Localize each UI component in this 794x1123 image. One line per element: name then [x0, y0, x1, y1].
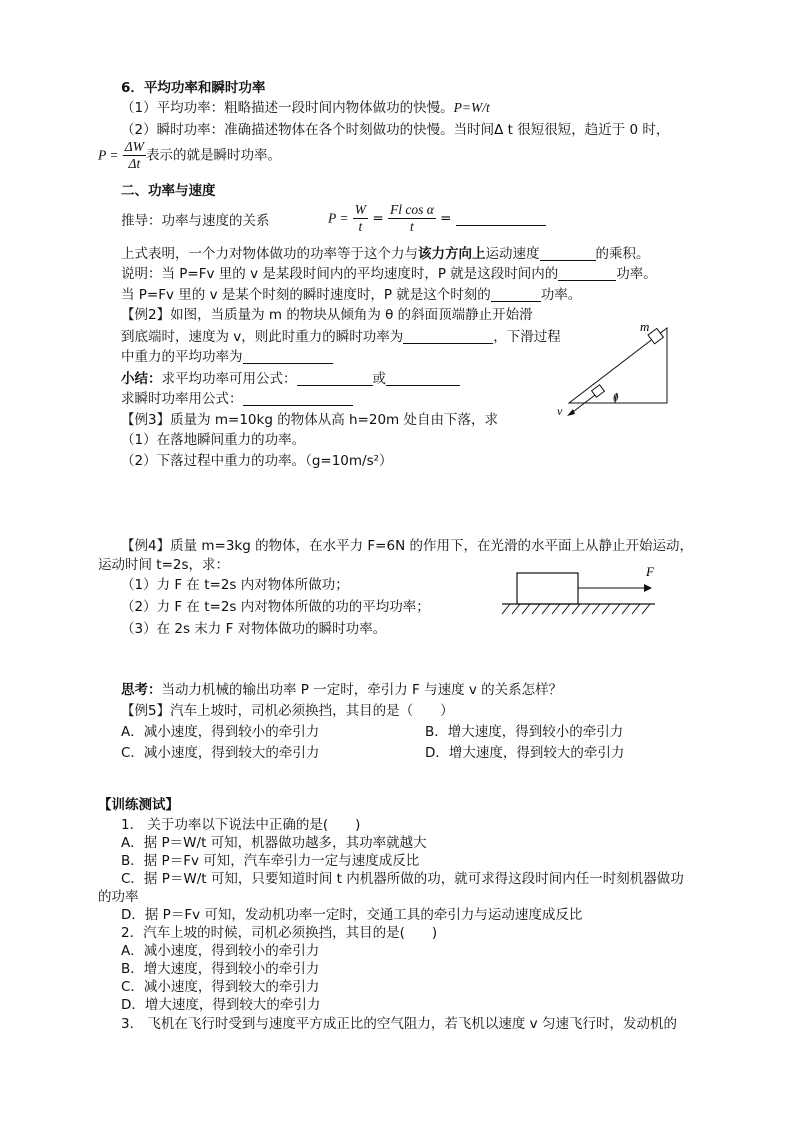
training-q2: 2．汽车上坡的时候，司机必须换挡，其目的是( ) — [121, 925, 438, 941]
avg-formula-blank-1[interactable] — [297, 371, 373, 386]
inst-power-desc: 表示的就是瞬时功率。 — [145, 147, 281, 164]
incline-diagram — [555, 315, 680, 427]
avg-velocity-note: 说明：当 P=Fv 里的 v 是某段时间内的平均速度时，P 就是这段时间内的 功率。 — [121, 266, 657, 282]
block — [517, 573, 578, 604]
example-4-q1: （1）力 F 在 t=2s 内对物体所做功； — [121, 577, 349, 593]
training-q2-option-c[interactable]: C．减小速度，得到较大的牵引力 — [121, 979, 320, 995]
inst-power-line: （2）瞬时功率：准确描述物体在各个时刻做功的快慢。当时间Δ t 很短很短，趋近于 0 时， — [121, 122, 670, 138]
gravity-inst-power-blank[interactable] — [403, 329, 493, 344]
power-velocity-formula: P = $\frac{W}{t}$ = $\frac{\text{Fl cos α}}{t}$ = — [328, 202, 546, 235]
section-2-title: 二、功率与速度 — [121, 183, 216, 199]
example-5-option-c[interactable]: C．减小速度，得到较大的牵引力 — [121, 745, 320, 761]
think-line: 思考：当动力机械的输出功率 P 一定时，牵引力 F 与速度 v 的关系怎样？ — [121, 682, 563, 698]
training-q1-option-b[interactable]: B．据 P＝Fv 可知，汽车牵引力一定与速度成反比 — [121, 853, 420, 869]
conclusion-line: 上式表明，一个力对物体做功的功率等于这个力与该力方向上运动速度 的乘积。 — [121, 246, 650, 262]
delta-w-over-delta-t: $\frac{\Delta W}{\Delta t}$ — [124, 139, 144, 171]
summary-line-1: 小结：求平均功率可用公式： 或 — [121, 370, 460, 388]
training-q1: 1． 关于功率以下说法中正确的是( ) — [121, 817, 361, 833]
velocity-blank[interactable] — [540, 246, 596, 261]
example-5-question: 【例5】汽车上坡时，司机必须换挡，其目的是（ ） — [121, 703, 454, 719]
derivation-label: 推导：功率与速度的关系 — [121, 213, 270, 229]
avg-power-blank[interactable] — [558, 266, 616, 281]
avg-power-text: （1）平均功率：粗略描述一段时间内物体做功的快慢。 — [121, 100, 454, 116]
ground-hatch — [502, 604, 650, 614]
training-q1-option-d[interactable]: D．据 P＝Fv 可知，发动机功率一定时，交通工具的牵引力与运动速度成反比 — [121, 907, 583, 923]
example-4-q3: （3）在 2s 末力 F 对物体做功的瞬时功率。 — [121, 621, 387, 637]
training-q3: 3． 飞机在飞行时受到与速度平方成正比的空气阻力，若飞机以速度 v 匀速飞行时，发动机的 — [121, 1016, 677, 1032]
example-5-option-a[interactable]: A．减小速度，得到较小的牵引力 — [121, 724, 320, 740]
avg-power-line — [121, 99, 490, 117]
training-q1-option-c[interactable]: C．据 P＝W/t 可知，只要知道时间 t 内机器所做的功，就可求得这段时间内任一时刻机器做功 — [121, 871, 684, 887]
example-4-line-1: 【例4】质量 m=3kg 的物体，在水平力 F=6N 的作用下，在光滑的水平面上从静止开始运动， — [121, 538, 693, 554]
inst-velocity-note: 当 P=Fv 里的 v 是某个时刻的瞬时速度时，P 就是这个时刻的 功率。 — [121, 287, 582, 303]
gravity-avg-power-blank[interactable] — [243, 349, 333, 364]
block-top — [648, 328, 663, 343]
example-4-line-2: 运动时间 t=2s，求： — [98, 557, 230, 573]
mass-label: m — [640, 319, 650, 334]
inst-formula-blank[interactable] — [243, 391, 353, 406]
inst-power-formula-line — [98, 139, 281, 172]
example-3-line-1: 【例3】质量为 m=10kg 的物体从高 h=20m 处自由下落，求 — [121, 412, 498, 428]
training-title: 【训练测试】 — [98, 797, 179, 813]
velocity-arrowhead — [567, 409, 575, 416]
block-force-diagram — [500, 562, 670, 618]
example-2-line-1: 【例2】如图，当质量为 m 的物块从倾角为 θ 的斜面顶端静止开始滑 — [121, 307, 533, 323]
example-2-line-2: 到底端时，速度为 v，则此时重力的瞬时功率为 ，下滑过程 — [121, 329, 561, 345]
velocity-label: v — [557, 404, 563, 418]
force-label: F — [646, 564, 654, 579]
force-arrowhead — [644, 584, 652, 592]
inst-power-blank[interactable] — [491, 287, 541, 302]
training-q2-option-a[interactable]: A．减小速度，得到较小的牵引力 — [121, 943, 320, 959]
avg-power-formula: P=W/t — [453, 100, 490, 115]
example-3-q2: （2）下落过程中重力的功率。（g=10m/s²） — [121, 453, 393, 469]
derivation-blank[interactable] — [456, 211, 546, 226]
training-q2-option-d[interactable]: D．增大速度，得到较大的牵引力 — [121, 997, 321, 1013]
theta-label: θ — [613, 392, 619, 404]
summary-line-2: 求瞬时功率用公式： — [121, 390, 353, 408]
formula-lhs: P = — [98, 147, 119, 163]
example-2-line-3: 中重力的平均功率为 — [121, 348, 333, 366]
example-5-option-d[interactable]: D．增大速度，得到较大的牵引力 — [425, 745, 625, 761]
training-q1-option-c-cont: 的功率 — [98, 889, 139, 905]
section-6-title: 6．平均功率和瞬时功率 — [121, 80, 266, 96]
example-5-option-b[interactable]: B．增大速度，得到较小的牵引力 — [425, 724, 624, 740]
block-bottom — [592, 385, 605, 397]
example-4-q2: （2）力 F 在 t=2s 内对物体所做的功的平均功率； — [121, 599, 430, 615]
training-q1-option-a[interactable]: A．据 P＝W/t 可知，机器做功越多，其功率就越大 — [121, 835, 427, 851]
training-q2-option-b[interactable]: B．增大速度，得到较小的牵引力 — [121, 961, 320, 977]
example-3-q1: （1）在落地瞬间重力的功率。 — [121, 432, 306, 448]
avg-formula-blank-2[interactable] — [386, 371, 460, 386]
